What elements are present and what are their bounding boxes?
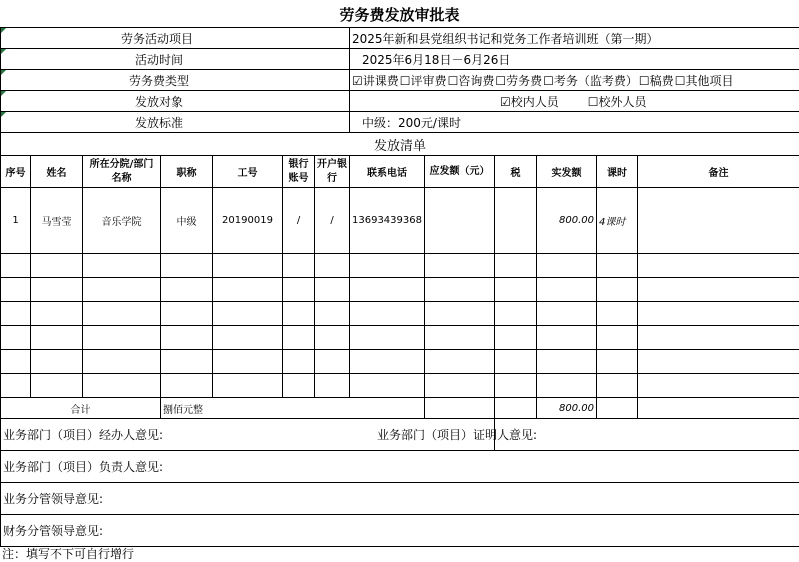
- head-opinion[interactable]: 业务部门（项目）负责人意见:: [1, 451, 799, 483]
- cell-staff-id[interactable]: 20190019: [213, 188, 283, 254]
- cell-hours[interactable]: 4课时: [597, 188, 638, 254]
- time-label: 活动时间: [1, 49, 350, 70]
- time-value: 2025年6月18日－6月26日: [350, 49, 799, 70]
- project-label: 劳务活动项目: [1, 28, 350, 49]
- target-options: [350, 91, 799, 112]
- col-header-bank: 开户银行: [315, 156, 350, 188]
- cell-index[interactable]: 1: [1, 188, 31, 254]
- cell-net[interactable]: 800.00: [537, 188, 597, 254]
- table-row: [1, 254, 799, 278]
- cell-payable[interactable]: [425, 188, 495, 254]
- cell-phone[interactable]: 13693439368: [350, 188, 425, 254]
- type-option-review[interactable]: ☐评审费: [400, 72, 447, 89]
- type-option-other[interactable]: ☐其他项目: [675, 72, 734, 89]
- leader-opinion[interactable]: 业务分管领导意见:: [1, 483, 799, 515]
- handler-opinion[interactable]: 业务部门（项目）经办人意见:: [1, 419, 495, 451]
- col-header-hours: 课时: [597, 156, 638, 188]
- type-option-labor[interactable]: ☐劳务费: [495, 72, 542, 89]
- col-header-payable: 应发额（元）: [425, 156, 495, 188]
- total-label: 合计: [1, 398, 161, 419]
- type-options: [350, 70, 799, 91]
- col-header-phone: 联系电话: [350, 156, 425, 188]
- standard-value: 中级：200元/课时: [350, 112, 799, 133]
- cell-title[interactable]: 中级: [161, 188, 213, 254]
- total-row: [1, 398, 799, 419]
- col-header-name: 姓名: [31, 156, 83, 188]
- col-header-index: 序号: [1, 156, 31, 188]
- standard-label: 发放标准: [1, 112, 350, 133]
- type-option-manuscript[interactable]: ☐稿费: [639, 72, 674, 89]
- type-option-consult[interactable]: ☐咨询费: [448, 72, 495, 89]
- type-option-lecture[interactable]: ☑讲课费: [352, 72, 399, 89]
- cell-name[interactable]: 马雪莹: [31, 188, 83, 254]
- target-option-external[interactable]: ☐校外人员: [588, 93, 647, 110]
- column-header-row: [1, 156, 799, 188]
- type-option-exam[interactable]: ☐考务（监考费）: [543, 72, 638, 89]
- project-value: 2025年新和县党组织书记和党务工作者培训班（第一期）: [350, 28, 799, 49]
- table-row: [1, 326, 799, 350]
- total-in-words[interactable]: 捌佰元整: [161, 398, 425, 419]
- footer-note: 注：填写不下可自行增行: [2, 545, 134, 562]
- table-row: [1, 350, 799, 374]
- target-option-internal[interactable]: ☑校内人员: [500, 93, 559, 110]
- col-header-staff-id: 工号: [213, 156, 283, 188]
- col-header-department: 所在分院/部门名称: [83, 156, 161, 188]
- target-label: 发放对象: [1, 91, 350, 112]
- col-header-remarks: 备注: [638, 156, 799, 188]
- finance-opinion[interactable]: 财务分管领导意见:: [1, 515, 799, 547]
- table-row: [1, 278, 799, 302]
- table-row: [1, 374, 799, 398]
- list-title: 发放清单: [1, 133, 799, 156]
- table-row: [1, 302, 799, 326]
- table-row: [1, 188, 799, 254]
- approval-form-table: [0, 27, 799, 547]
- col-header-bank-account: 银行账号: [283, 156, 315, 188]
- col-header-tax: 税: [495, 156, 537, 188]
- type-label: 劳务费类型: [1, 70, 350, 91]
- certifier-opinion[interactable]: 业务部门（项目）证明人意见:: [375, 419, 680, 451]
- cell-bank-account[interactable]: /: [283, 188, 315, 254]
- cell-remarks[interactable]: [638, 188, 799, 254]
- cell-department[interactable]: 音乐学院: [83, 188, 161, 254]
- col-header-net: 实发额: [537, 156, 597, 188]
- col-header-title: 职称: [161, 156, 213, 188]
- total-amount[interactable]: 800.00: [537, 398, 597, 419]
- cell-tax[interactable]: [495, 188, 537, 254]
- cell-bank[interactable]: /: [315, 188, 350, 254]
- form-title: 劳务费发放审批表: [0, 0, 799, 26]
